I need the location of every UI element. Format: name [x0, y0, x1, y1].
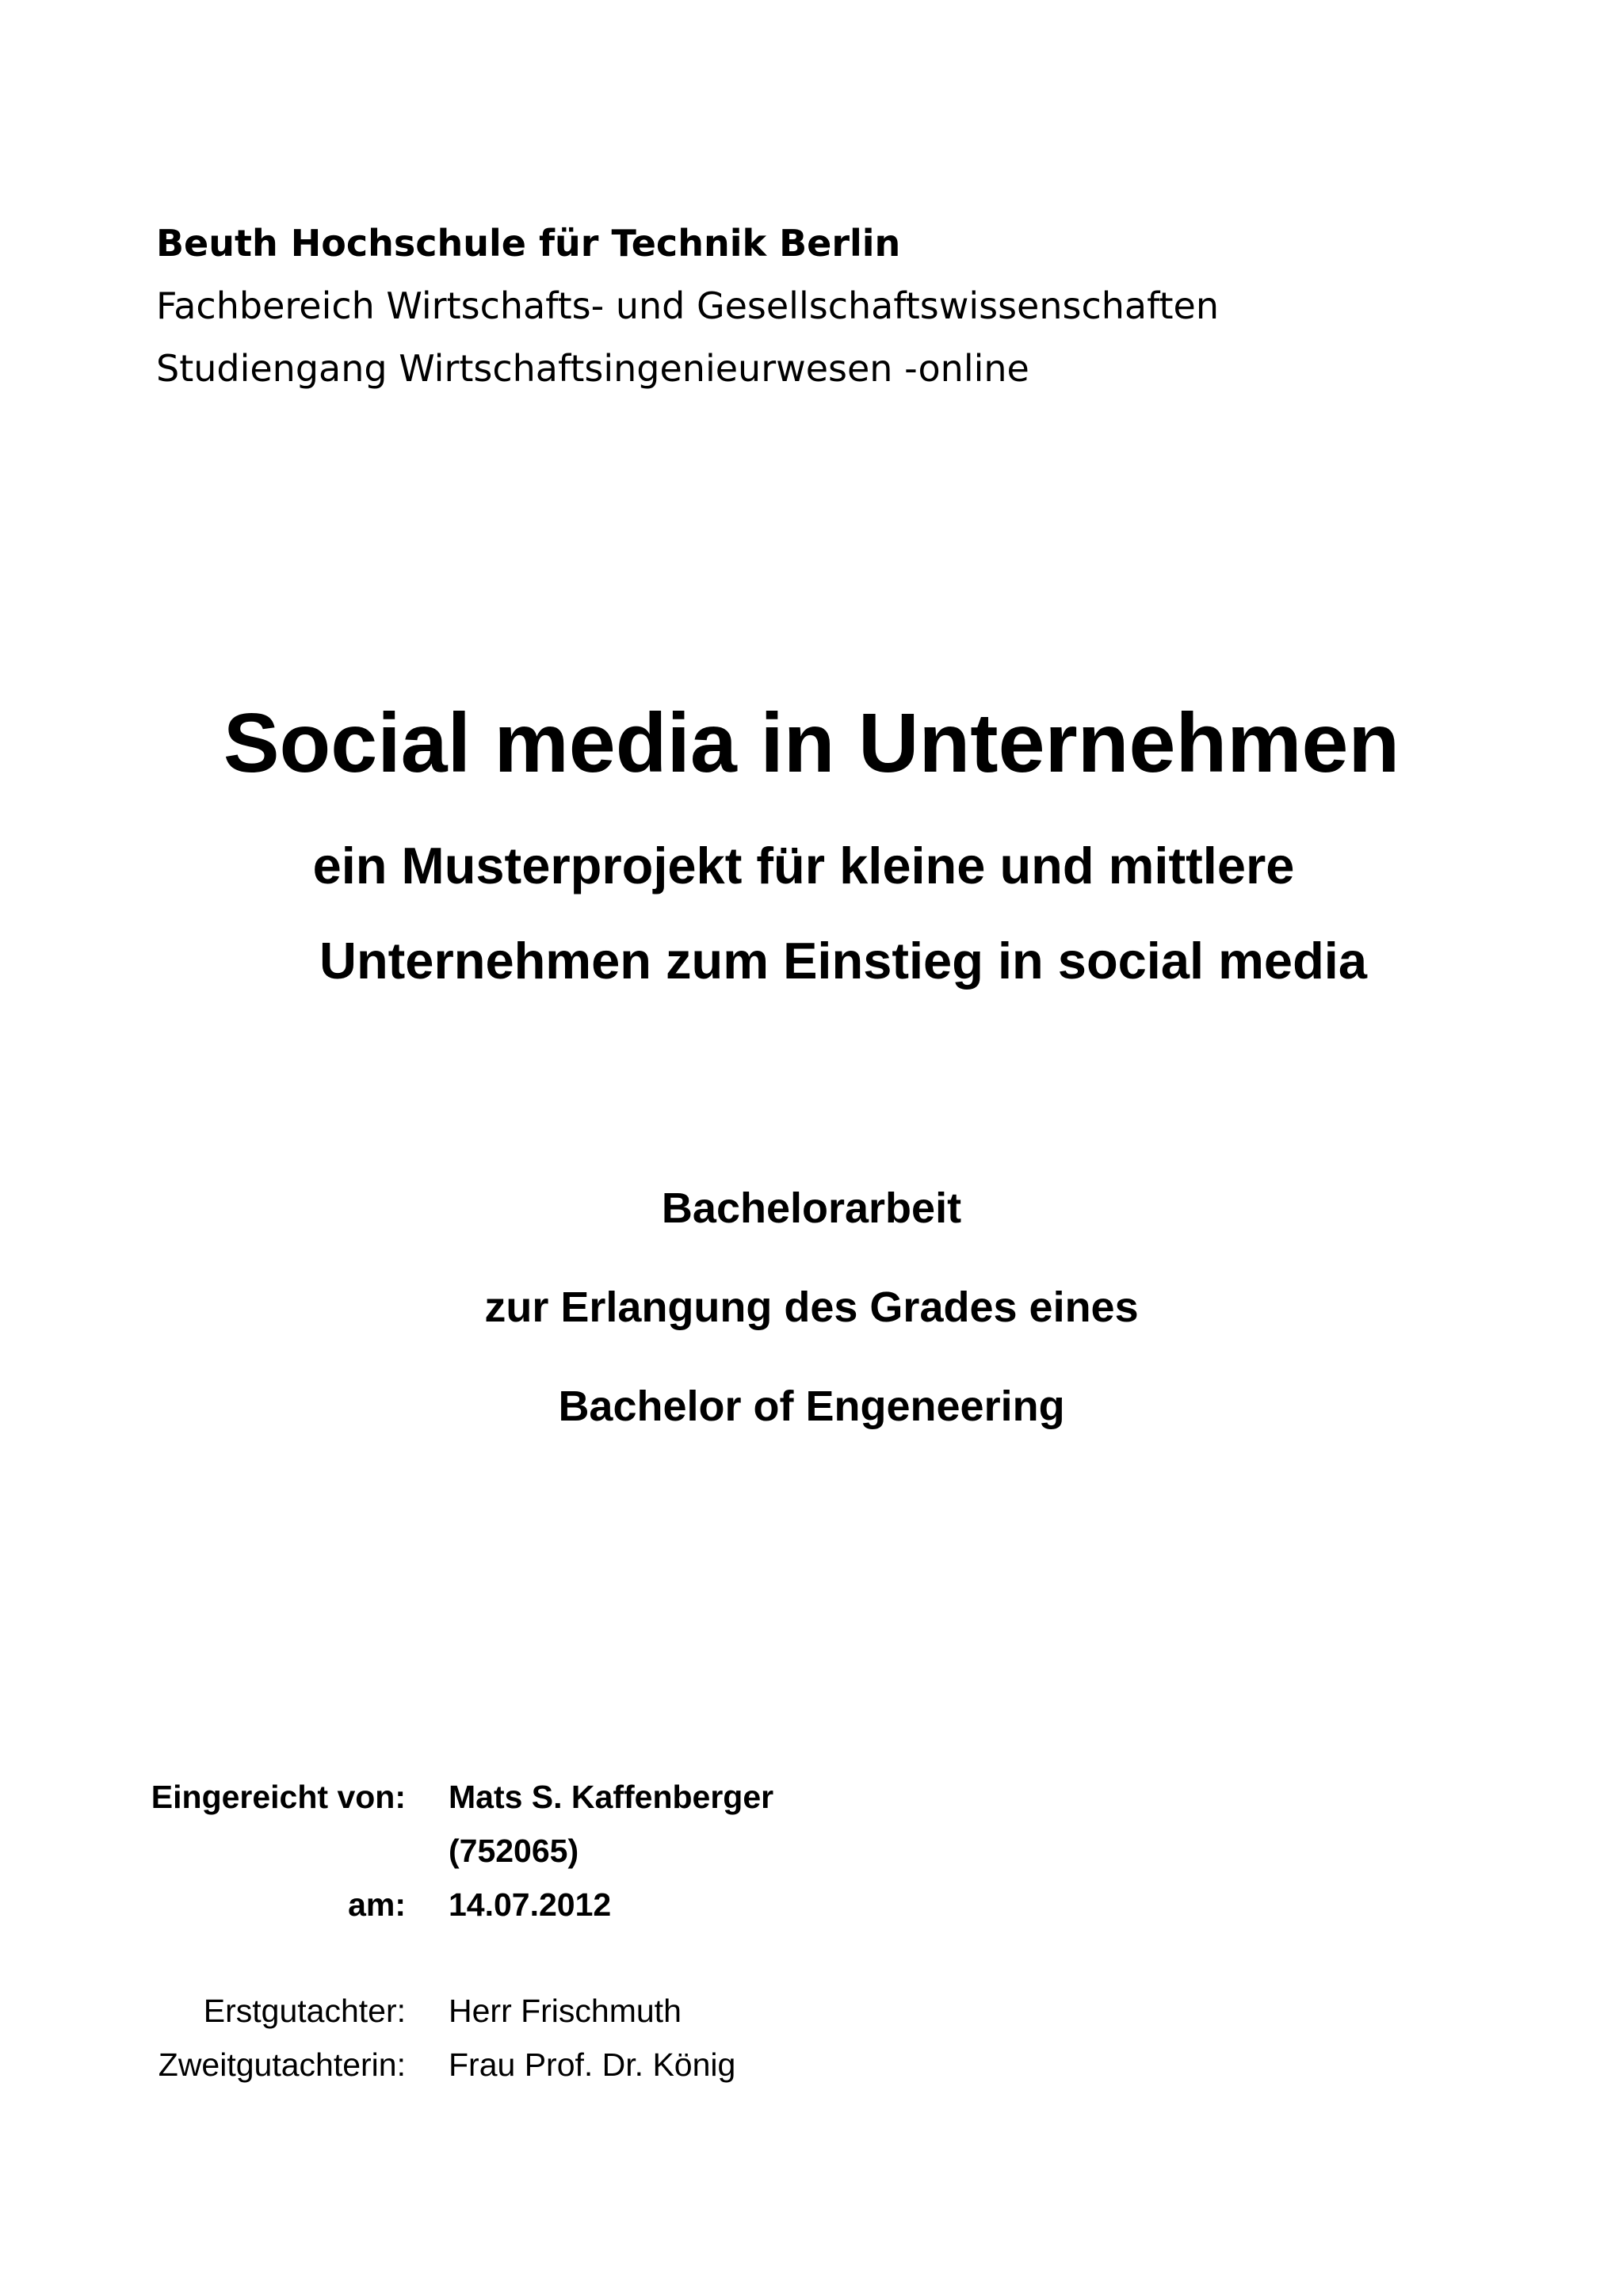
thesis-type: Bachelorarbeit: [661, 1184, 962, 1232]
thesis-degree: Bachelor of Engeneering: [558, 1383, 1065, 1430]
department-name: Fachbereich Wirtschafts- und Gesellschaftswissenschaften: [156, 284, 1219, 327]
date-label: am:: [348, 1886, 406, 1923]
main-title: Social media in Unternehmen: [223, 696, 1400, 790]
second-reviewer-name: Frau Prof. Dr. König: [449, 2046, 736, 2083]
student-id: (752065): [449, 1833, 579, 1869]
institution-name: Beuth Hochschule für Technik Berlin: [156, 222, 901, 265]
author-name: Mats S. Kaffenberger: [449, 1779, 774, 1815]
subtitle-line-2: Unternehmen zum Einstieg in social media: [319, 932, 1367, 990]
first-reviewer-label: Erstgutachter:: [203, 1993, 406, 2029]
submission-date: 14.07.2012: [449, 1886, 612, 1923]
thesis-purpose: zur Erlangung des Grades eines: [484, 1283, 1139, 1331]
institution-block: [156, 212, 1219, 400]
first-reviewer-name: Herr Frischmuth: [449, 1993, 682, 2029]
program-name: Studiengang Wirtschaftsingenieurwesen -online: [156, 347, 1029, 390]
subtitle-line-1: ein Musterprojekt für kleine und mittlere: [312, 837, 1295, 894]
second-reviewer-label: Zweitgutachterin:: [158, 2046, 406, 2083]
submitted-by-label: Eingereicht von:: [151, 1779, 406, 1815]
